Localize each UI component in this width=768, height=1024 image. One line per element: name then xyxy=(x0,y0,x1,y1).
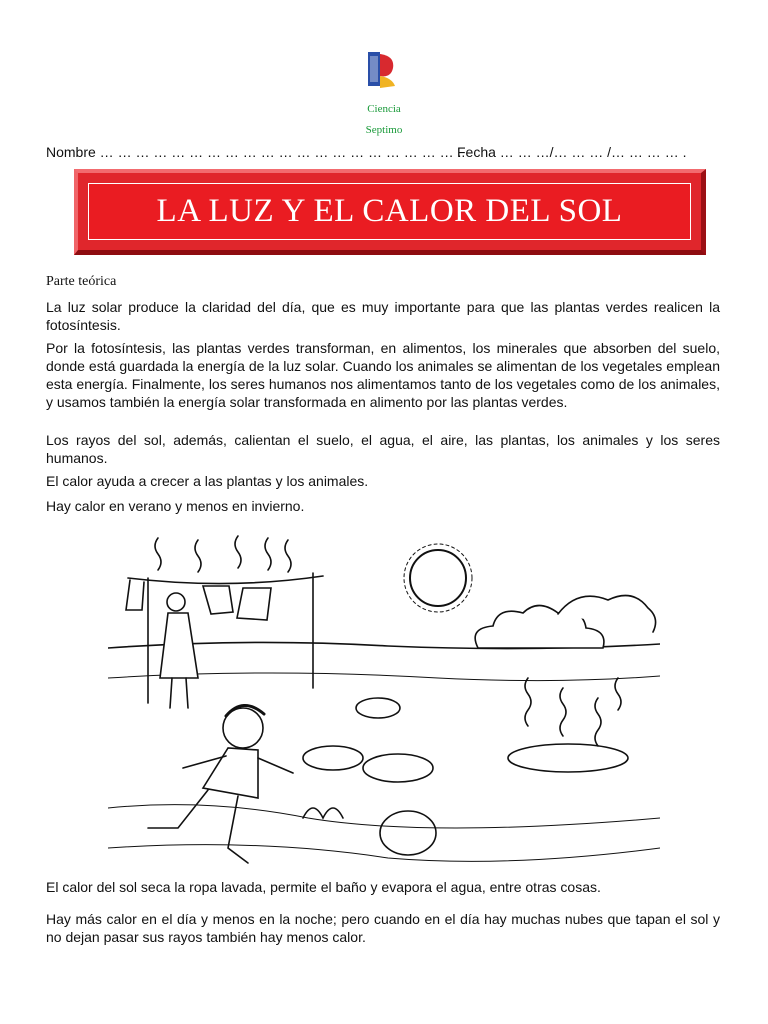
title-banner-inner xyxy=(88,183,691,240)
student-info-row xyxy=(46,144,726,160)
paragraph-sun-effects: El calor del sol seca la ropa lavada, permite el baño y evapora el agua, entre otras cosas. xyxy=(46,879,601,895)
title-banner xyxy=(74,169,706,255)
paragraph-heat-rays: Los rayos del sol, además, calientan el suelo, el agua, el aire, las plantas, los animales y los seres humanos. xyxy=(46,432,720,466)
page-title: LA LUZ Y EL CALOR DEL SOL xyxy=(156,193,623,229)
paragraph-seasons: Hay calor en verano y menos en invierno. xyxy=(46,498,305,514)
sun-heat-illustration xyxy=(108,528,660,876)
school-logo xyxy=(365,48,399,92)
grade-label: Septimo xyxy=(365,124,403,136)
paragraph-day-night: Hay más calor en el día y menos en la noche; pero cuando en el día hay muchas nubes que tapan el sol y no dejan pasar sus rayos también hay menos calor. xyxy=(46,911,720,945)
name-field: Nombre … … … … … … … … … … … … … … … … … … … … .. xyxy=(46,144,466,160)
paragraph-light: La luz solar produce la claridad del día, que es muy importante para que las plantas verdes realicen la fotosíntesis. xyxy=(46,299,720,333)
section-heading: Parte teórica xyxy=(46,274,117,289)
date-field: Fecha … … …/… … … /… … … … . xyxy=(457,144,687,160)
subject-label: Ciencia xyxy=(367,103,401,115)
paragraph-photosynthesis: Por la fotosíntesis, las plantas verdes transforman, en alimentos, los minerales que absorben del suelo, donde está guardada la energía de la luz solar. Cuando los animales se alimentan de los vegetales emplean esta energía. Finalmente, los seres humanos nos alimentamos tanto de los vegetales como de los animales, y usamos también la energía solar transformada en alimento por las plantas verdes. xyxy=(46,340,720,410)
paragraph-growth: El calor ayuda a crecer a las plantas y los animales. xyxy=(46,473,369,489)
